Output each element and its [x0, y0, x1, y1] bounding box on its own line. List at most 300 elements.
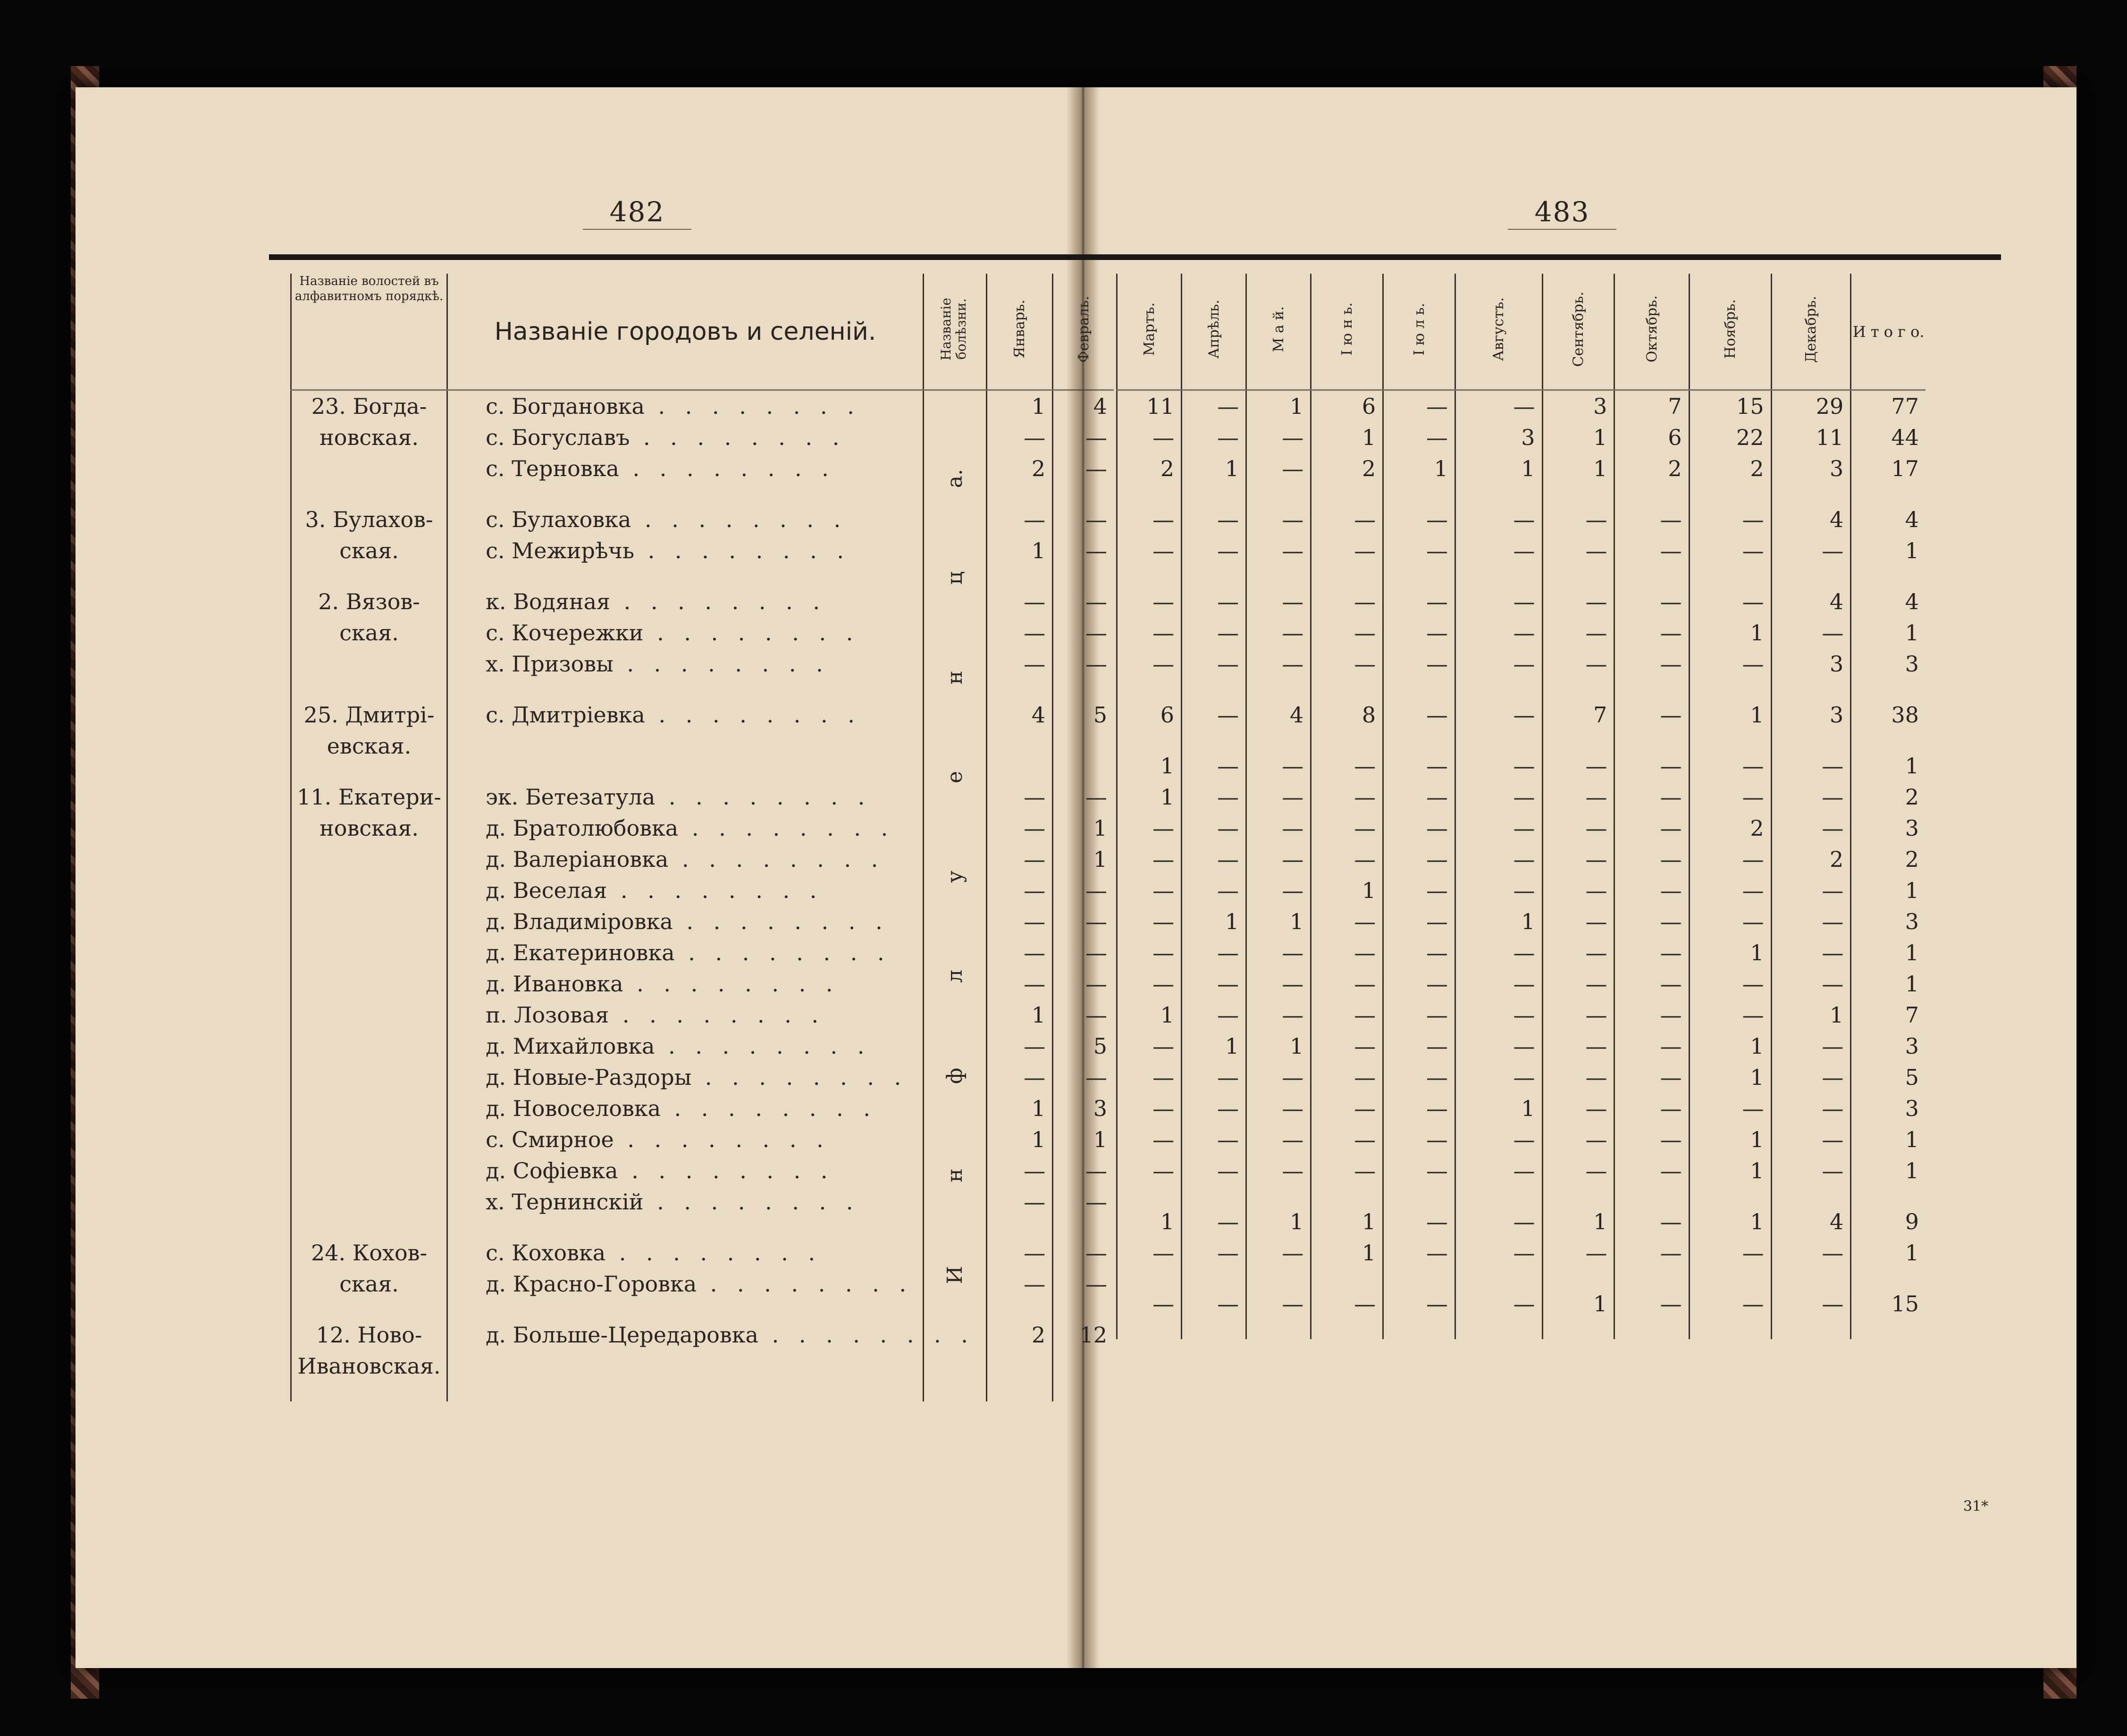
- cell-jul: —: [1383, 1155, 1455, 1186]
- cell-jan: —: [987, 1031, 1053, 1062]
- cell-feb: —: [1053, 648, 1114, 679]
- volost-name: 23. Богда-новская.: [291, 390, 447, 485]
- header-month-feb: Февраль.: [1053, 274, 1114, 390]
- cell-jun: 1: [1311, 422, 1383, 453]
- table-row: [291, 390, 1114, 422]
- cell-jun: —: [1311, 1062, 1383, 1093]
- cell-oct: —: [1614, 937, 1689, 968]
- cell-aug: 1: [1455, 906, 1543, 937]
- cell-jun: —: [1311, 535, 1383, 566]
- place-name: х. Призовы . . . . . . . .: [447, 648, 924, 679]
- table-row: [291, 586, 1114, 617]
- cell-may: —: [1246, 813, 1311, 844]
- place-name: д. Екатериновка . . . . . . . .: [447, 937, 924, 968]
- cell-feb: 5: [1053, 1031, 1114, 1062]
- cell-mar: —: [1117, 1237, 1182, 1268]
- table-row: [291, 1237, 1114, 1268]
- cell-feb: 3: [1053, 1093, 1114, 1124]
- cell-sep: 1: [1542, 1288, 1614, 1319]
- cell-total: 1: [1851, 750, 1925, 781]
- table-row: [1117, 1237, 2003, 1268]
- cell-nov: 22: [1689, 422, 1771, 453]
- cell-aug: 3: [1455, 422, 1543, 453]
- place-name: с. Межирѣчь . . . . . . . .: [447, 535, 924, 566]
- table-row: [1117, 1062, 2003, 1093]
- disease-letter: н: [942, 671, 967, 685]
- cell-nov: —: [1689, 1093, 1771, 1124]
- cell-jun: 1: [1311, 875, 1383, 906]
- cell-apr: —: [1182, 1288, 1246, 1319]
- cell-sep: 3: [1542, 390, 1614, 422]
- table-row: [1117, 813, 2003, 844]
- cell-dec: —: [1771, 1062, 1851, 1093]
- cell-sep: —: [1542, 617, 1614, 648]
- cell-oct: —: [1614, 844, 1689, 875]
- cell-nov: —: [1689, 648, 1771, 679]
- cell-total: 17: [1851, 453, 1925, 484]
- place-name: д. Новые-Раздоры . . . . . . . .: [447, 1062, 924, 1093]
- cell-may: —: [1246, 1237, 1311, 1268]
- cell-may: 1: [1246, 906, 1311, 937]
- cell-jul: —: [1383, 937, 1455, 968]
- cell-oct: —: [1614, 586, 1689, 617]
- cell-dec: 2: [1771, 844, 1851, 875]
- table-row: [291, 504, 1114, 535]
- volost-name: 25. Дмитрі-евская.: [291, 699, 447, 762]
- cell-mar: 1: [1117, 1206, 1182, 1237]
- cell-mar: —: [1117, 1093, 1182, 1124]
- cell-oct: —: [1614, 875, 1689, 906]
- place-name: с. Богдановка . . . . . . . .: [447, 390, 924, 422]
- cell-sep: 7: [1542, 699, 1614, 730]
- cell-jun: 1: [1311, 1206, 1383, 1237]
- cell-nov: —: [1689, 968, 1771, 999]
- cell-may: 1: [1246, 1031, 1311, 1062]
- cell-jan: 1: [987, 999, 1053, 1031]
- table-row: [1117, 422, 2003, 453]
- disease-letter: н: [942, 1168, 967, 1182]
- cell-jan: 2: [987, 453, 1053, 484]
- cell-may: —: [1246, 453, 1311, 484]
- cell-aug: —: [1455, 844, 1543, 875]
- cell-nov: 2: [1689, 813, 1771, 844]
- cell-jan: —: [987, 648, 1053, 679]
- cell-jun: —: [1311, 617, 1383, 648]
- table-row: [1117, 906, 2003, 937]
- table-row: [1117, 875, 2003, 906]
- cell-apr: —: [1182, 699, 1246, 730]
- cell-total: 4: [1851, 504, 1925, 535]
- cell-feb: 4: [1053, 390, 1114, 422]
- cell-mar: 6: [1117, 699, 1182, 730]
- cell-dec: —: [1771, 813, 1851, 844]
- cell-jul: —: [1383, 999, 1455, 1031]
- cell-mar: —: [1117, 937, 1182, 968]
- cell-nov: —: [1689, 1288, 1771, 1319]
- cell-oct: —: [1614, 781, 1689, 813]
- cell-sep: —: [1542, 586, 1614, 617]
- cell-oct: —: [1614, 1031, 1689, 1062]
- cell-feb: —: [1053, 937, 1114, 968]
- cell-jul: 1: [1383, 453, 1455, 484]
- place-name: с. Богуславъ . . . . . . . .: [447, 422, 924, 453]
- cell-apr: —: [1182, 422, 1246, 453]
- cell-aug: —: [1455, 937, 1543, 968]
- cell-nov: 1: [1689, 937, 1771, 968]
- table-row: [1117, 1206, 2003, 1237]
- cell-aug: —: [1455, 1206, 1543, 1237]
- cell-may: —: [1246, 750, 1311, 781]
- table-row: [1117, 968, 2003, 999]
- cell-mar: —: [1117, 906, 1182, 937]
- cell-jun: —: [1311, 844, 1383, 875]
- cell-oct: —: [1614, 504, 1689, 535]
- cell-dec: —: [1771, 1155, 1851, 1186]
- table-row: [1117, 617, 2003, 648]
- cell-sep: —: [1542, 844, 1614, 875]
- right-page-number: 483: [1534, 196, 1590, 228]
- table-row: [1117, 1288, 2003, 1319]
- cell-feb: —: [1053, 781, 1114, 813]
- cell-jul: —: [1383, 648, 1455, 679]
- cell-may: —: [1246, 937, 1311, 968]
- cell-apr: 1: [1182, 1031, 1246, 1062]
- cell-nov: —: [1689, 586, 1771, 617]
- cell-feb: —: [1053, 617, 1114, 648]
- cell-feb: —: [1053, 1155, 1114, 1186]
- table-row: [291, 1319, 1114, 1382]
- cell-apr: —: [1182, 1124, 1246, 1155]
- cell-aug: 1: [1455, 1093, 1543, 1124]
- cell-jan: —: [987, 844, 1053, 875]
- table-row: [1117, 648, 2003, 679]
- cell-may: 1: [1246, 390, 1311, 422]
- cell-aug: —: [1455, 535, 1543, 566]
- cell-total: 3: [1851, 1031, 1925, 1062]
- cell-aug: —: [1455, 1062, 1543, 1093]
- cell-feb: —: [1053, 1062, 1114, 1093]
- cell-dec: —: [1771, 1288, 1851, 1319]
- table-row: [1117, 504, 2003, 535]
- header-month-apr: Апрѣль.: [1182, 274, 1246, 390]
- cell-nov: 1: [1689, 617, 1771, 648]
- header-month-may: М а й.: [1246, 274, 1311, 390]
- cell-apr: —: [1182, 937, 1246, 968]
- cell-oct: —: [1614, 1155, 1689, 1186]
- cell-feb: —: [1053, 535, 1114, 566]
- cell-jan: —: [987, 617, 1053, 648]
- header-month-sep: Сентябрь.: [1542, 274, 1614, 390]
- cell-apr: —: [1182, 535, 1246, 566]
- cell-jul: —: [1383, 1288, 1455, 1319]
- table-top-rule-right: [1109, 254, 2001, 260]
- header-month-mar: Мартъ.: [1117, 274, 1182, 390]
- cell-sep: —: [1542, 999, 1614, 1031]
- cell-apr: —: [1182, 586, 1246, 617]
- cell-sep: —: [1542, 1031, 1614, 1062]
- cell-may: —: [1246, 504, 1311, 535]
- cell-jan: 4: [987, 699, 1053, 762]
- cell-sep: —: [1542, 906, 1614, 937]
- cell-nov: —: [1689, 906, 1771, 937]
- cell-sep: —: [1542, 1124, 1614, 1155]
- cell-dec: —: [1771, 968, 1851, 999]
- cell-sep: —: [1542, 1155, 1614, 1186]
- cell-oct: —: [1614, 617, 1689, 648]
- table-row: [1117, 999, 2003, 1031]
- cell-dec: —: [1771, 1124, 1851, 1155]
- cell-oct: 7: [1614, 390, 1689, 422]
- cell-dec: 4: [1771, 586, 1851, 617]
- disease-letter: а.: [942, 469, 967, 488]
- cell-apr: —: [1182, 968, 1246, 999]
- cell-dec: —: [1771, 937, 1851, 968]
- cell-aug: —: [1455, 586, 1543, 617]
- cell-jun: —: [1311, 1031, 1383, 1062]
- cell-may: 1: [1246, 1206, 1311, 1237]
- cell-apr: —: [1182, 1062, 1246, 1093]
- disease-letter: ц: [942, 571, 967, 585]
- cell-mar: 11: [1117, 390, 1182, 422]
- cell-oct: —: [1614, 535, 1689, 566]
- cell-nov: —: [1689, 1237, 1771, 1268]
- cell-jul: —: [1383, 1237, 1455, 1268]
- cell-dec: 1: [1771, 999, 1851, 1031]
- header-month-nov: Ноябрь.: [1689, 274, 1771, 390]
- cell-total: 77: [1851, 390, 1925, 422]
- table-row: [1117, 453, 2003, 484]
- cell-may: —: [1246, 1288, 1311, 1319]
- cell-total: 3: [1851, 1093, 1925, 1124]
- disease-name: [923, 390, 987, 1402]
- table-row: [1117, 1031, 2003, 1062]
- cell-total: 1: [1851, 968, 1925, 999]
- cell-sep: 1: [1542, 1206, 1614, 1237]
- cell-total: 1: [1851, 617, 1925, 648]
- cell-may: —: [1246, 617, 1311, 648]
- cell-aug: —: [1455, 699, 1543, 730]
- cell-may: —: [1246, 968, 1311, 999]
- left-data-table: [290, 274, 1114, 1401]
- cell-apr: —: [1182, 617, 1246, 648]
- cell-total: 3: [1851, 813, 1925, 844]
- volost-name: 12. Ново-Ивановская.: [291, 1319, 447, 1382]
- cell-mar: —: [1117, 968, 1182, 999]
- cell-jan: —: [987, 906, 1053, 937]
- place-name: д. Владиміровка . . . . . . . .: [447, 906, 924, 937]
- cell-oct: —: [1614, 1288, 1689, 1319]
- cell-total: 1: [1851, 937, 1925, 968]
- cell-dec: —: [1771, 875, 1851, 906]
- cell-dec: 29: [1771, 390, 1851, 422]
- place-name: д. Софіевка . . . . . . . .: [447, 1155, 924, 1186]
- cell-total: 44: [1851, 422, 1925, 453]
- cell-jan: —: [987, 1186, 1053, 1217]
- cell-oct: —: [1614, 813, 1689, 844]
- table-row: [1117, 1155, 2003, 1186]
- cell-apr: —: [1182, 750, 1246, 781]
- cell-sep: —: [1542, 504, 1614, 535]
- cell-mar: —: [1117, 586, 1182, 617]
- cell-feb: —: [1053, 504, 1114, 535]
- place-name: к. Водяная . . . . . . . .: [447, 586, 924, 617]
- cell-jan: 1: [987, 1093, 1053, 1124]
- cell-mar: —: [1117, 1062, 1182, 1093]
- cell-jun: —: [1311, 648, 1383, 679]
- table-top-rule-left: [269, 254, 1114, 260]
- cell-jun: —: [1311, 1155, 1383, 1186]
- cell-jun: 6: [1311, 390, 1383, 422]
- cell-sep: —: [1542, 813, 1614, 844]
- cell-mar: 1: [1117, 999, 1182, 1031]
- cell-jan: —: [987, 781, 1053, 813]
- cell-aug: —: [1455, 750, 1543, 781]
- cell-may: —: [1246, 999, 1311, 1031]
- header-disease: Названіе болѣзни.: [923, 274, 987, 390]
- cell-jul: —: [1383, 617, 1455, 648]
- cell-sep: —: [1542, 968, 1614, 999]
- cell-mar: —: [1117, 535, 1182, 566]
- cell-aug: —: [1455, 1237, 1543, 1268]
- cell-mar: —: [1117, 813, 1182, 844]
- cell-jul: —: [1383, 1206, 1455, 1237]
- cell-sep: —: [1542, 648, 1614, 679]
- place-name: д. Красно-Горовка . . . . . . . .: [447, 1268, 924, 1300]
- cell-jan: —: [987, 586, 1053, 617]
- cell-mar: 1: [1117, 781, 1182, 813]
- cell-total: 1: [1851, 535, 1925, 566]
- table-row: [1117, 699, 2003, 730]
- cell-apr: —: [1182, 1237, 1246, 1268]
- cell-jan: 1: [987, 535, 1053, 566]
- disease-letter: е: [942, 771, 967, 783]
- cell-oct: —: [1614, 906, 1689, 937]
- cell-total: 3: [1851, 906, 1925, 937]
- cell-total: 5: [1851, 1062, 1925, 1093]
- cell-jul: —: [1383, 1093, 1455, 1124]
- cell-dec: —: [1771, 906, 1851, 937]
- cell-feb: —: [1053, 453, 1114, 484]
- cell-feb: —: [1053, 1237, 1114, 1268]
- cell-aug: —: [1455, 813, 1543, 844]
- cell-feb: 1: [1053, 844, 1114, 875]
- cell-jan: —: [987, 1237, 1053, 1268]
- volost-name: 3. Булахов-ская.: [291, 504, 447, 566]
- header-month-jan: Январь.: [987, 274, 1053, 390]
- cell-jul: —: [1383, 1124, 1455, 1155]
- cell-jun: —: [1311, 781, 1383, 813]
- cell-nov: —: [1689, 999, 1771, 1031]
- cell-aug: —: [1455, 875, 1543, 906]
- cell-jan: —: [987, 968, 1053, 999]
- cell-sep: —: [1542, 750, 1614, 781]
- place-name: с. Терновка . . . . . . . .: [447, 453, 924, 484]
- place-name: с. Кочережки . . . . . . . .: [447, 617, 924, 648]
- cell-dec: 3: [1771, 699, 1851, 730]
- cell-mar: —: [1117, 875, 1182, 906]
- cell-feb: 12: [1053, 1319, 1114, 1382]
- cell-nov: —: [1689, 844, 1771, 875]
- left-page-number: 482: [609, 196, 665, 228]
- cell-may: —: [1246, 1155, 1311, 1186]
- cell-nov: 1: [1689, 1155, 1771, 1186]
- cell-may: —: [1246, 586, 1311, 617]
- cell-dec: —: [1771, 617, 1851, 648]
- cell-oct: —: [1614, 1093, 1689, 1124]
- table-row: [1117, 1124, 2003, 1155]
- cell-oct: —: [1614, 1237, 1689, 1268]
- place-name: с. Булаховка . . . . . . . .: [447, 504, 924, 535]
- cell-dec: —: [1771, 1093, 1851, 1124]
- cell-feb: —: [1053, 999, 1114, 1031]
- cell-sep: 1: [1542, 453, 1614, 484]
- cell-apr: —: [1182, 999, 1246, 1031]
- cell-aug: —: [1455, 1155, 1543, 1186]
- cell-nov: 1: [1689, 1124, 1771, 1155]
- cell-aug: —: [1455, 648, 1543, 679]
- cell-dec: 11: [1771, 422, 1851, 453]
- place-name: п. Лозовая . . . . . . . .: [447, 999, 924, 1031]
- cell-mar: —: [1117, 1124, 1182, 1155]
- place-name: д. Больше-Цередаровка . . . . . . . .: [447, 1319, 924, 1382]
- cell-feb: —: [1053, 968, 1114, 999]
- cell-mar: —: [1117, 617, 1182, 648]
- place-name: д. Валеріановка . . . . . . . .: [447, 844, 924, 875]
- cell-apr: —: [1182, 1093, 1246, 1124]
- cell-jul: —: [1383, 1062, 1455, 1093]
- cell-jul: —: [1383, 968, 1455, 999]
- header-month-jun: І ю н ь.: [1311, 274, 1383, 390]
- cell-apr: —: [1182, 781, 1246, 813]
- place-name: д. Ивановка . . . . . . . .: [447, 968, 924, 999]
- cell-dec: —: [1771, 1237, 1851, 1268]
- cell-may: —: [1246, 535, 1311, 566]
- cell-jan: —: [987, 937, 1053, 968]
- cell-sep: 1: [1542, 422, 1614, 453]
- cell-jul: —: [1383, 1031, 1455, 1062]
- cell-nov: —: [1689, 535, 1771, 566]
- place-name: д. Веселая . . . . . . . .: [447, 875, 924, 906]
- cell-jul: —: [1383, 781, 1455, 813]
- cell-total: 3: [1851, 648, 1925, 679]
- cell-feb: 5: [1053, 699, 1114, 762]
- cell-jan: 1: [987, 390, 1053, 422]
- cell-sep: —: [1542, 535, 1614, 566]
- cell-apr: 1: [1182, 453, 1246, 484]
- cell-may: —: [1246, 875, 1311, 906]
- table-row: [1117, 586, 2003, 617]
- cell-jun: —: [1311, 813, 1383, 844]
- table-row: [1117, 535, 2003, 566]
- cell-jun: 8: [1311, 699, 1383, 730]
- cell-jun: —: [1311, 504, 1383, 535]
- cell-mar: 1: [1117, 750, 1182, 781]
- cell-apr: —: [1182, 875, 1246, 906]
- cell-dec: 3: [1771, 648, 1851, 679]
- cell-oct: —: [1614, 699, 1689, 730]
- table-row: [1117, 1093, 2003, 1124]
- table-row: [291, 781, 1114, 813]
- cell-jun: —: [1311, 968, 1383, 999]
- place-name: д. Новоселовка . . . . . . . .: [447, 1093, 924, 1124]
- cell-jan: —: [987, 422, 1053, 453]
- cell-dec: —: [1771, 781, 1851, 813]
- disease-letter: И: [942, 1266, 967, 1284]
- disease-letter: л: [942, 970, 967, 983]
- cell-apr: —: [1182, 390, 1246, 422]
- place-name: с. Смирное . . . . . . . .: [447, 1124, 924, 1155]
- table-row: [1117, 390, 2003, 422]
